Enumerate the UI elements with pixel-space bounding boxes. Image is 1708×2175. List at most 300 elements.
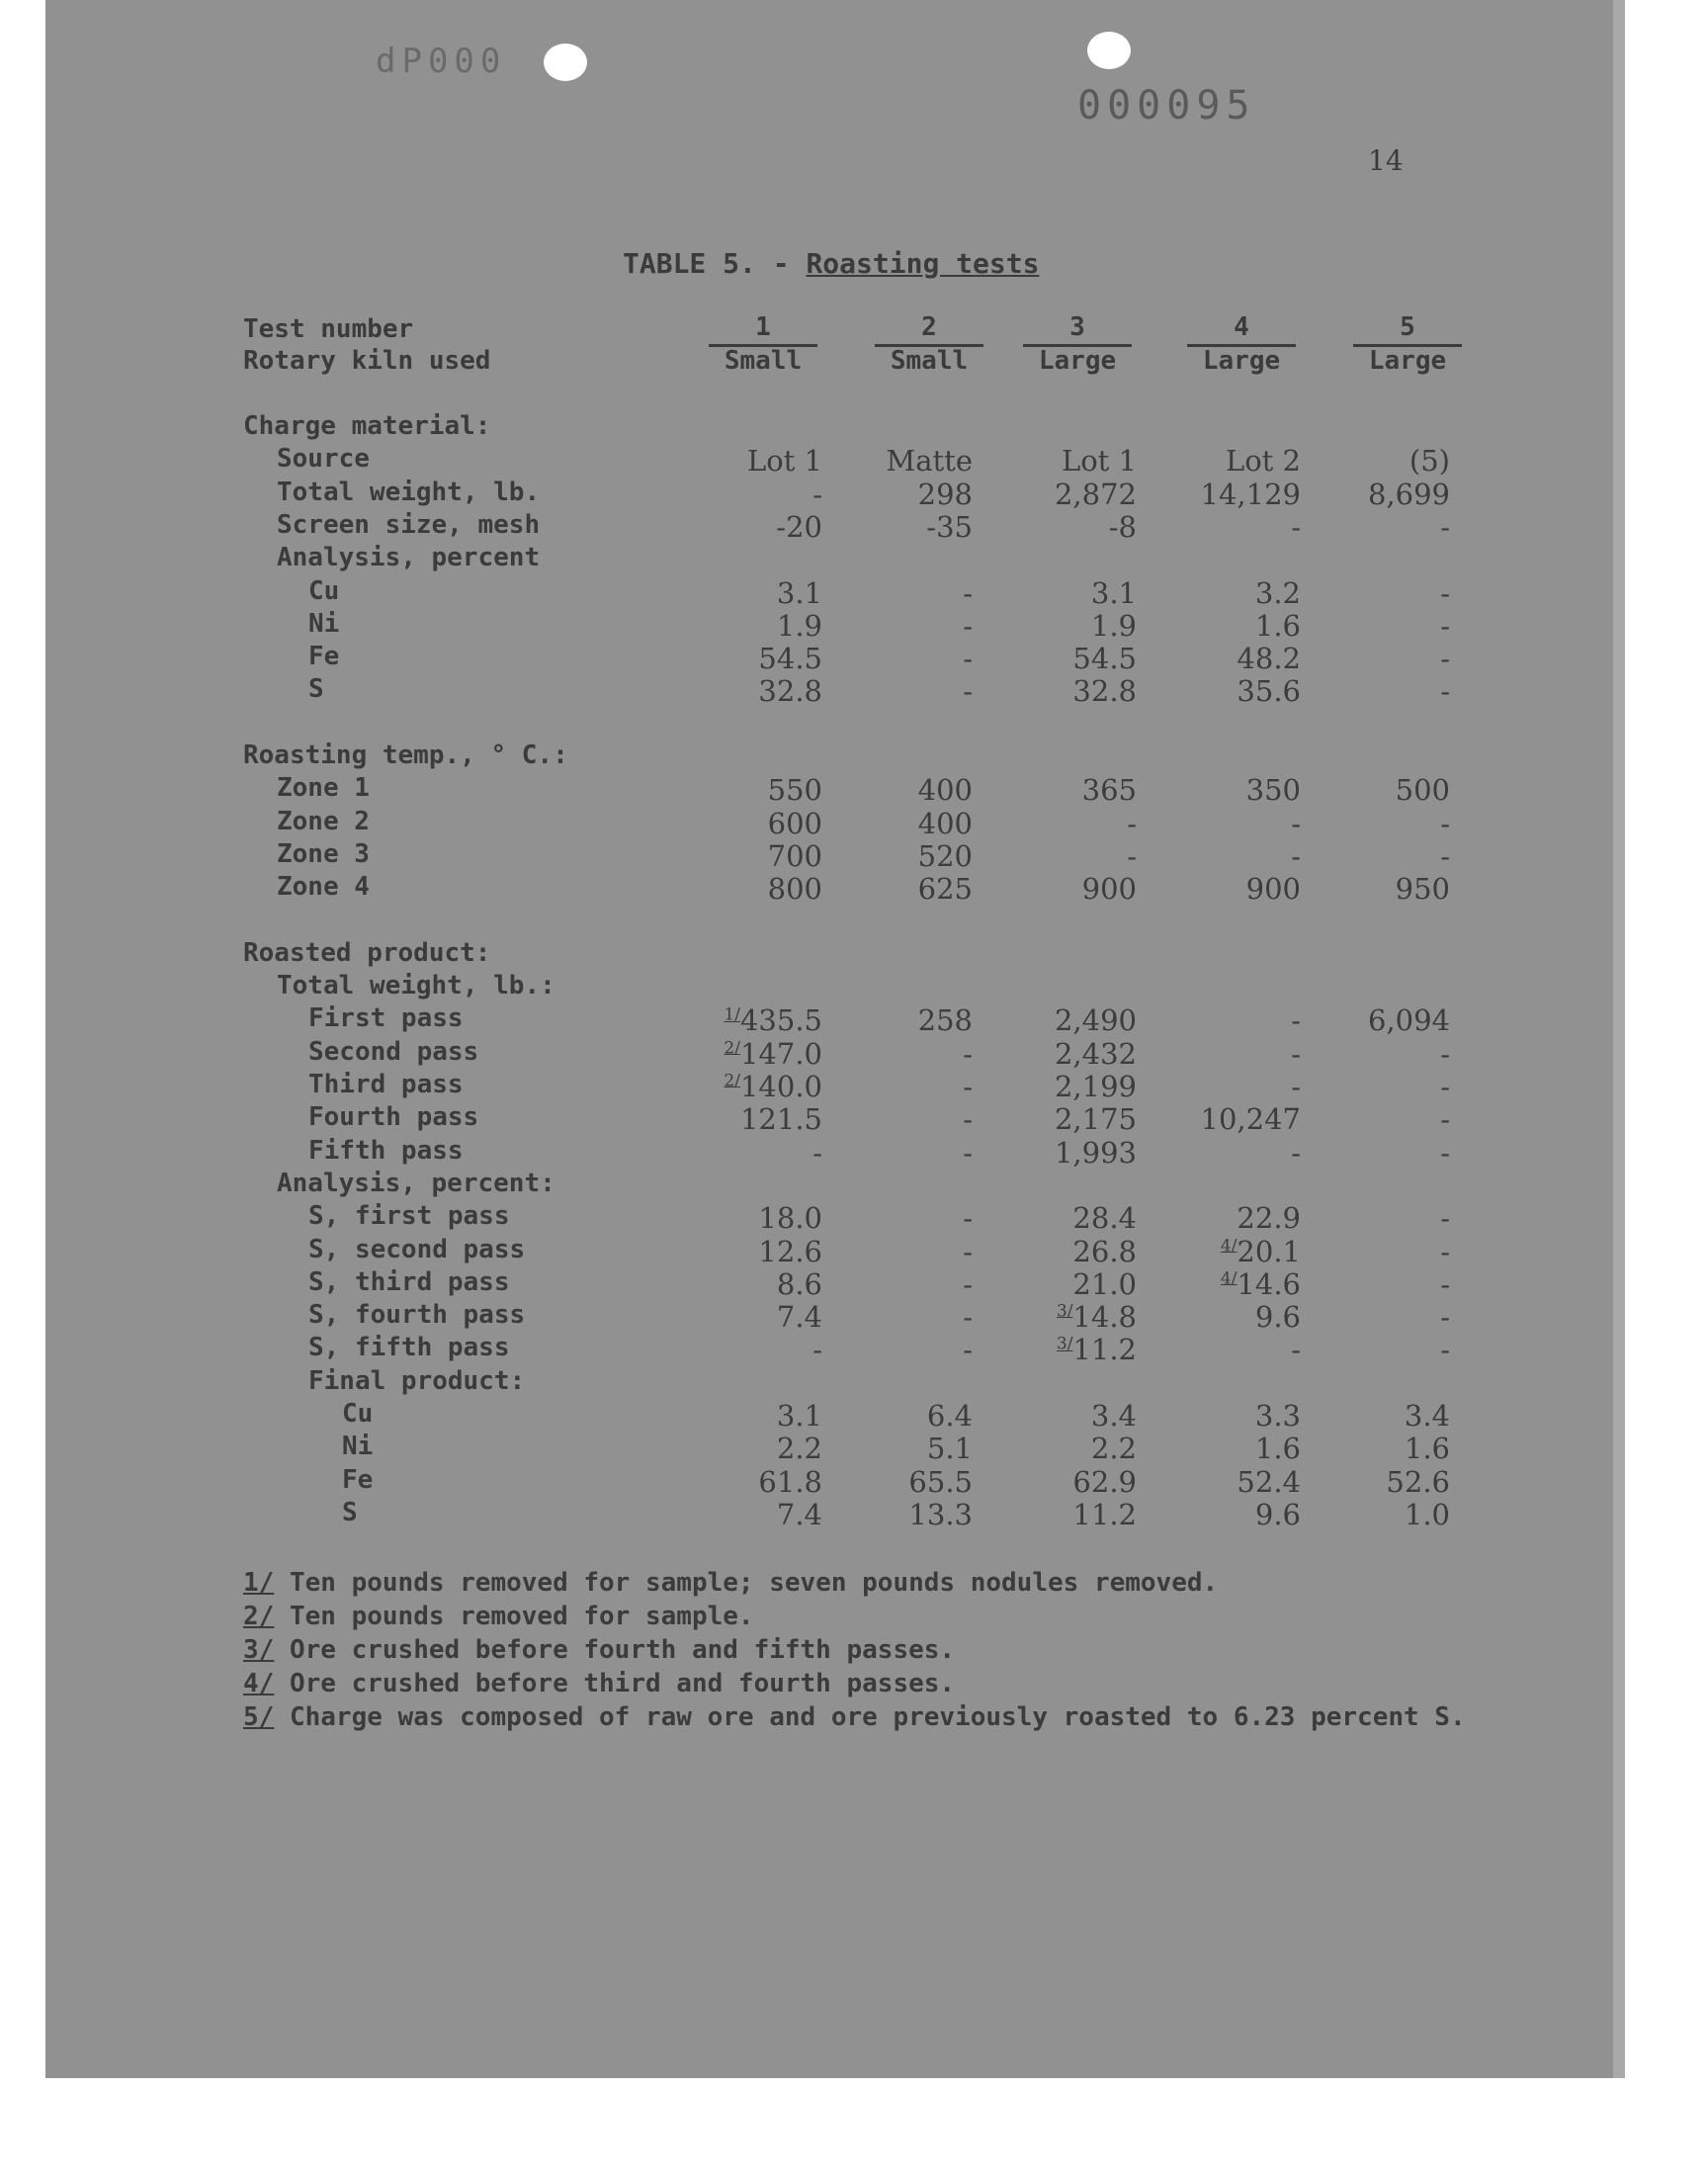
cell-test-1 (654, 642, 822, 675)
cell-test-3 (969, 872, 1137, 906)
cell-test-4 (1133, 510, 1301, 544)
footnote-ref: 3/ (1056, 1334, 1073, 1354)
cell-test-1 (654, 1003, 822, 1037)
footnote-ref: 4/ (1220, 1268, 1238, 1289)
cell-value: - (963, 1266, 973, 1301)
cell-test-2 (805, 478, 973, 511)
test-number-value: 2 (875, 312, 983, 347)
row-label: Charge material: (243, 411, 491, 441)
cell-value: - (963, 642, 973, 676)
table-row (0, 1102, 1708, 1136)
cell-value: - (1291, 1333, 1301, 1367)
cell-value: - (963, 1135, 973, 1170)
cell-value: 32.8 (1072, 674, 1137, 709)
cell-test-4 (1133, 674, 1301, 708)
cell-test-5 (1282, 1333, 1450, 1366)
cell-test-2 (805, 674, 973, 708)
cell-value: - (1291, 509, 1301, 544)
row-label: Source (277, 444, 370, 475)
cell-test-5 (1282, 478, 1450, 511)
footnote-text: Ore crushed before third and fourth passes. (274, 1669, 956, 1698)
table-row (0, 740, 1708, 774)
cell-value: - (1291, 1070, 1301, 1103)
cell-test-2 (805, 1267, 973, 1301)
cell-value: 13.3 (908, 1497, 973, 1531)
cell-test-4 (1133, 1300, 1301, 1334)
cell-value: 3.4 (1090, 1399, 1137, 1433)
cell-value: - (963, 674, 973, 709)
cell-test-5 (1282, 872, 1450, 906)
cell-test-1 (654, 1498, 822, 1531)
test-number-5 (1348, 312, 1467, 347)
cell-test-1 (654, 839, 822, 873)
cell-test-4 (1133, 1102, 1301, 1136)
cell-value: 7.4 (776, 1497, 822, 1531)
cell-value: 435.5 (739, 1003, 822, 1038)
cell-value: 52.4 (1237, 1464, 1301, 1499)
cell-test-1 (654, 773, 822, 807)
cell-test-2 (805, 1102, 973, 1136)
cell-value: 400 (917, 773, 973, 808)
table-row (0, 1070, 1708, 1103)
footnote-ref: 3/ (1056, 1301, 1073, 1322)
cell-test-3 (969, 1037, 1137, 1071)
cell-value: 22.9 (1237, 1201, 1301, 1236)
cell-test-4 (1133, 1432, 1301, 1465)
cell-value: 625 (917, 872, 973, 907)
cell-test-2 (805, 1432, 973, 1465)
cell-test-1 (654, 1201, 822, 1235)
cell-value: - (963, 1333, 973, 1367)
cell-value: 2,490 (1054, 1003, 1137, 1038)
cell-test-1 (654, 1465, 822, 1499)
cell-test-2 (805, 1235, 973, 1268)
row-label: Fifth pass (308, 1135, 464, 1166)
cell-test-5 (1282, 1102, 1450, 1136)
cell-value: 9.6 (1254, 1300, 1301, 1335)
cell-test-2 (805, 1465, 973, 1499)
kiln-size-5: Large (1368, 346, 1447, 376)
table-row (0, 1235, 1708, 1268)
cell-value: 61.8 (758, 1464, 822, 1499)
cell-value: - (963, 608, 973, 643)
cell-test-3 (969, 510, 1137, 544)
row-label: Fourth pass (308, 1102, 479, 1133)
cell-test-1 (654, 1136, 822, 1170)
footnote-mark: 3/ (243, 1635, 275, 1665)
table-row (0, 1169, 1708, 1202)
cell-value: - (1440, 1300, 1450, 1335)
cell-value: 32.8 (758, 674, 822, 709)
cell-value: 900 (1245, 872, 1301, 907)
footnote-text: Charge was composed of raw ore and ore previously roasted to 6.23 percent S. (274, 1702, 1466, 1732)
row-label: S, first pass (308, 1201, 510, 1232)
cell-test-4 (1133, 839, 1301, 873)
footnote-ref: 4/ (1220, 1235, 1238, 1256)
row-label: S (308, 674, 324, 705)
cell-value: - (1440, 1070, 1450, 1103)
row-label: S (342, 1497, 358, 1527)
footnote-mark: 4/ (243, 1669, 275, 1698)
cell-value: 11.2 (1072, 1497, 1137, 1531)
cell-test-5 (1282, 1070, 1450, 1103)
cell-value: 1.6 (1254, 1432, 1301, 1466)
row-label: Roasted product: (243, 937, 491, 968)
cell-test-3 (969, 1300, 1137, 1334)
cell-test-1 (654, 1102, 822, 1136)
cell-test-1 (654, 1037, 822, 1071)
cell-value: 121.5 (739, 1102, 822, 1137)
stamp-top-left: dP000 (376, 42, 507, 81)
row-label: Ni (308, 608, 340, 639)
cell-value: 8,699 (1367, 477, 1450, 511)
cell-value: 1,993 (1054, 1135, 1137, 1170)
cell-test-1 (654, 1300, 822, 1334)
cell-test-4 (1133, 1498, 1301, 1531)
cell-test-1 (654, 872, 822, 906)
kiln-size-4: Large (1202, 346, 1281, 376)
footnote-4 (243, 1669, 955, 1698)
cell-test-4 (1133, 642, 1301, 675)
cell-value: - (1440, 642, 1450, 676)
table-row (0, 906, 1708, 939)
cell-test-2 (805, 1003, 973, 1037)
cell-value: 500 (1395, 773, 1450, 808)
cell-value: 2.2 (1090, 1432, 1137, 1466)
cell-test-3 (969, 1432, 1137, 1465)
cell-test-2 (805, 444, 973, 478)
stamp-top-right: 000095 (1077, 83, 1256, 129)
cell-test-5 (1282, 1399, 1450, 1433)
cell-test-2 (805, 1070, 973, 1103)
row-label: Second pass (308, 1036, 479, 1067)
footnote-mark: 1/ (243, 1568, 275, 1598)
cell-value: (5) (1409, 444, 1450, 478)
cell-test-1 (654, 807, 822, 840)
table-row (0, 1465, 1708, 1499)
cell-test-1 (654, 1267, 822, 1301)
cell-test-4 (1133, 1465, 1301, 1499)
cell-test-2 (805, 807, 973, 840)
cell-value: 62.9 (1072, 1464, 1137, 1499)
cell-test-2 (805, 1136, 973, 1170)
cell-value: - (1291, 1135, 1301, 1170)
cell-test-2 (805, 1333, 973, 1366)
cell-value: 298 (917, 477, 973, 511)
cell-value: 258 (917, 1003, 973, 1038)
row-label: S, fifth pass (308, 1333, 510, 1363)
cell-value: 900 (1081, 872, 1137, 907)
cell-test-2 (805, 1300, 973, 1334)
row-label: Analysis, percent (277, 543, 541, 573)
cell-test-3 (969, 1201, 1137, 1235)
cell-value: 400 (917, 806, 973, 840)
cell-value: - (1440, 608, 1450, 643)
cell-test-5 (1282, 576, 1450, 610)
cell-value: 600 (767, 806, 822, 840)
table-row (0, 1037, 1708, 1071)
cell-value: Matte (886, 444, 973, 478)
cell-value: 350 (1245, 773, 1301, 808)
cell-value: - (1440, 1201, 1450, 1236)
cell-test-1 (654, 576, 822, 610)
cell-test-4 (1133, 1267, 1301, 1301)
cell-test-3 (969, 807, 1137, 840)
row-label: S, third pass (308, 1266, 510, 1297)
footnote-2 (243, 1602, 754, 1631)
cell-test-5 (1282, 1201, 1450, 1235)
cell-test-4 (1133, 1201, 1301, 1235)
cell-value: - (1440, 1036, 1450, 1071)
cell-value: - (1291, 1036, 1301, 1071)
cell-value: - (812, 477, 822, 511)
row-label: Final product: (308, 1365, 526, 1396)
cell-test-3 (969, 1399, 1137, 1433)
cell-value: 1.9 (1090, 608, 1137, 643)
cell-value: - (1291, 1003, 1301, 1038)
cell-value: Lot 2 (1225, 444, 1301, 478)
row-label: Zone 2 (277, 806, 370, 836)
table-row (0, 839, 1708, 873)
cell-test-4 (1133, 444, 1301, 478)
cell-value: 1.6 (1404, 1432, 1450, 1466)
table-row (0, 1267, 1708, 1301)
footnote-text: Ten pounds removed for sample; seven pounds nodules removed. (274, 1568, 1219, 1598)
cell-test-5 (1282, 1003, 1450, 1037)
cell-value: - (1291, 838, 1301, 873)
cell-test-3 (969, 444, 1137, 478)
cell-test-3 (969, 674, 1137, 708)
cell-test-2 (805, 1498, 973, 1531)
table-row (0, 1136, 1708, 1170)
cell-value: - (1440, 806, 1450, 840)
cell-value: - (963, 1234, 973, 1268)
cell-value: 54.5 (1072, 642, 1137, 676)
cell-test-1 (654, 1235, 822, 1268)
table-title-name: Roasting tests (806, 247, 1040, 280)
cell-value: 950 (1395, 872, 1450, 907)
page-number: 14 (1368, 144, 1404, 177)
table-row (0, 1498, 1708, 1531)
cell-test-5 (1282, 609, 1450, 643)
cell-test-5 (1282, 1037, 1450, 1071)
cell-value: - (963, 1300, 973, 1335)
cell-value: 9.6 (1254, 1497, 1301, 1531)
cell-value: 14.8 (1072, 1300, 1137, 1335)
test-number-value: 4 (1187, 312, 1296, 347)
cell-test-3 (969, 1136, 1137, 1170)
cell-value: 12.6 (758, 1234, 822, 1268)
row-label: Fe (308, 642, 340, 672)
cell-test-4 (1133, 1333, 1301, 1366)
table-row (0, 543, 1708, 576)
cell-test-1 (654, 1432, 822, 1465)
cell-value: - (963, 1036, 973, 1071)
cell-test-1 (654, 1070, 822, 1103)
footnote-ref: 1/ (724, 1004, 740, 1025)
footnote-5 (243, 1702, 1466, 1732)
cell-test-5 (1282, 1267, 1450, 1301)
table-row (0, 510, 1708, 544)
table-row (0, 1201, 1708, 1235)
cell-test-1 (654, 510, 822, 544)
table-row (0, 971, 1708, 1004)
cell-value: 147.0 (739, 1036, 822, 1071)
test-number-value: 1 (709, 312, 817, 347)
kiln-size-1: Small (724, 346, 803, 376)
cell-value: - (963, 575, 973, 610)
row-label: Cu (342, 1399, 374, 1429)
cell-value: 10,247 (1200, 1102, 1301, 1137)
row-label: First pass (308, 1003, 464, 1034)
footnote-ref: 2/ (724, 1071, 740, 1091)
cell-value: -8 (1108, 509, 1137, 544)
cell-value: Lot 1 (1061, 444, 1137, 478)
table-row (0, 807, 1708, 840)
cell-test-3 (969, 1003, 1137, 1037)
cell-value: 7.4 (776, 1300, 822, 1335)
cell-value: - (1127, 838, 1137, 873)
footnote-text: Ore crushed before fourth and fifth passes. (274, 1635, 956, 1665)
cell-test-4 (1133, 1003, 1301, 1037)
cell-value: 1.6 (1254, 608, 1301, 643)
table-row (0, 1333, 1708, 1366)
cell-value: - (1127, 806, 1137, 840)
cell-test-3 (969, 1465, 1137, 1499)
cell-value: 52.6 (1386, 1464, 1450, 1499)
row-label: Screen size, mesh (277, 509, 541, 540)
cell-value: 2,872 (1054, 477, 1137, 511)
cell-test-4 (1133, 1399, 1301, 1433)
cell-value: 2,175 (1054, 1102, 1137, 1137)
test-number-4 (1182, 312, 1301, 347)
footnote-text: Ten pounds removed for sample. (274, 1602, 754, 1631)
test-number-3 (1018, 312, 1137, 347)
cell-test-3 (969, 642, 1137, 675)
cell-test-2 (805, 839, 973, 873)
cell-value: 3.1 (1090, 575, 1137, 610)
row-label: Fe (342, 1464, 374, 1495)
cell-value: Lot 1 (746, 444, 822, 478)
cell-test-5 (1282, 807, 1450, 840)
cell-test-5 (1282, 1498, 1450, 1531)
cell-test-2 (805, 609, 973, 643)
cell-value: 54.5 (758, 642, 822, 676)
kiln-label: Rotary kiln used (243, 346, 491, 376)
row-label: Zone 1 (277, 773, 370, 804)
kiln-size-3: Large (1038, 346, 1117, 376)
cell-test-1 (654, 609, 822, 643)
cell-test-2 (805, 1037, 973, 1071)
cell-test-3 (969, 1235, 1137, 1268)
cell-test-5 (1282, 839, 1450, 873)
cell-value: 26.8 (1072, 1234, 1137, 1268)
cell-value: 365 (1081, 773, 1137, 808)
cell-value: 1.0 (1404, 1497, 1450, 1531)
cell-test-4 (1133, 1037, 1301, 1071)
test-number-label: Test number (243, 314, 414, 344)
cell-value: 550 (767, 773, 822, 808)
cell-value: 3.1 (776, 1399, 822, 1433)
cell-test-5 (1282, 1432, 1450, 1465)
cell-test-4 (1133, 1070, 1301, 1103)
cell-value: 28.4 (1072, 1201, 1137, 1236)
cell-value: 1.9 (776, 608, 822, 643)
row-label: Analysis, percent: (277, 1168, 555, 1198)
cell-value: 2,199 (1054, 1070, 1137, 1103)
cell-value: - (1291, 806, 1301, 840)
footnote-mark: 2/ (243, 1602, 275, 1631)
cell-value: 140.0 (739, 1070, 822, 1103)
table-row (0, 1366, 1708, 1400)
cell-value: 8.6 (776, 1266, 822, 1301)
row-label: Total weight, lb.: (277, 971, 555, 1001)
row-label: Ni (342, 1432, 374, 1462)
cell-value: 35.6 (1237, 674, 1301, 709)
cell-test-5 (1282, 773, 1450, 807)
cell-value: 800 (767, 872, 822, 907)
row-label: S, second pass (308, 1234, 526, 1264)
cell-value: 700 (767, 838, 822, 873)
row-label: Zone 3 (277, 838, 370, 869)
table-row (0, 576, 1708, 610)
cell-value: 18.0 (758, 1201, 822, 1236)
row-label: Cu (308, 575, 340, 606)
cell-test-2 (805, 872, 973, 906)
table-row (0, 642, 1708, 675)
cell-value: -35 (926, 509, 973, 544)
cell-value: - (1440, 1234, 1450, 1268)
cell-test-5 (1282, 1465, 1450, 1499)
cell-test-5 (1282, 510, 1450, 544)
test-number-2 (870, 312, 988, 347)
cell-test-5 (1282, 1300, 1450, 1334)
cell-test-5 (1282, 444, 1450, 478)
cell-value: 14,129 (1200, 477, 1301, 511)
cell-value: 3.2 (1254, 575, 1301, 610)
cell-value: 3.3 (1254, 1399, 1301, 1433)
cell-value: - (1440, 1266, 1450, 1301)
row-label: Roasting temp., ° C.: (243, 740, 568, 770)
table-title-prefix: TABLE 5. - (623, 247, 807, 280)
cell-value: - (1440, 1333, 1450, 1367)
cell-test-3 (969, 1267, 1137, 1301)
table-row (0, 938, 1708, 972)
cell-test-2 (805, 576, 973, 610)
cell-value: - (1440, 1135, 1450, 1170)
cell-test-5 (1282, 1136, 1450, 1170)
cell-test-2 (805, 1399, 973, 1433)
cell-test-1 (654, 1333, 822, 1366)
cell-test-3 (969, 1070, 1137, 1103)
test-number-value: 5 (1353, 312, 1462, 347)
cell-value: -20 (776, 509, 822, 544)
cell-test-2 (805, 510, 973, 544)
cell-value: 20.1 (1237, 1234, 1301, 1268)
cell-test-4 (1133, 1136, 1301, 1170)
table-row (0, 1432, 1708, 1465)
cell-test-3 (969, 773, 1137, 807)
cell-value: 3.1 (776, 575, 822, 610)
cell-test-2 (805, 1201, 973, 1235)
cell-test-2 (805, 773, 973, 807)
table-row (0, 1399, 1708, 1433)
cell-value: - (1440, 1102, 1450, 1137)
row-label: Zone 4 (277, 872, 370, 903)
cell-value: - (1440, 674, 1450, 709)
table-row (0, 1300, 1708, 1334)
cell-value: 48.2 (1237, 642, 1301, 676)
